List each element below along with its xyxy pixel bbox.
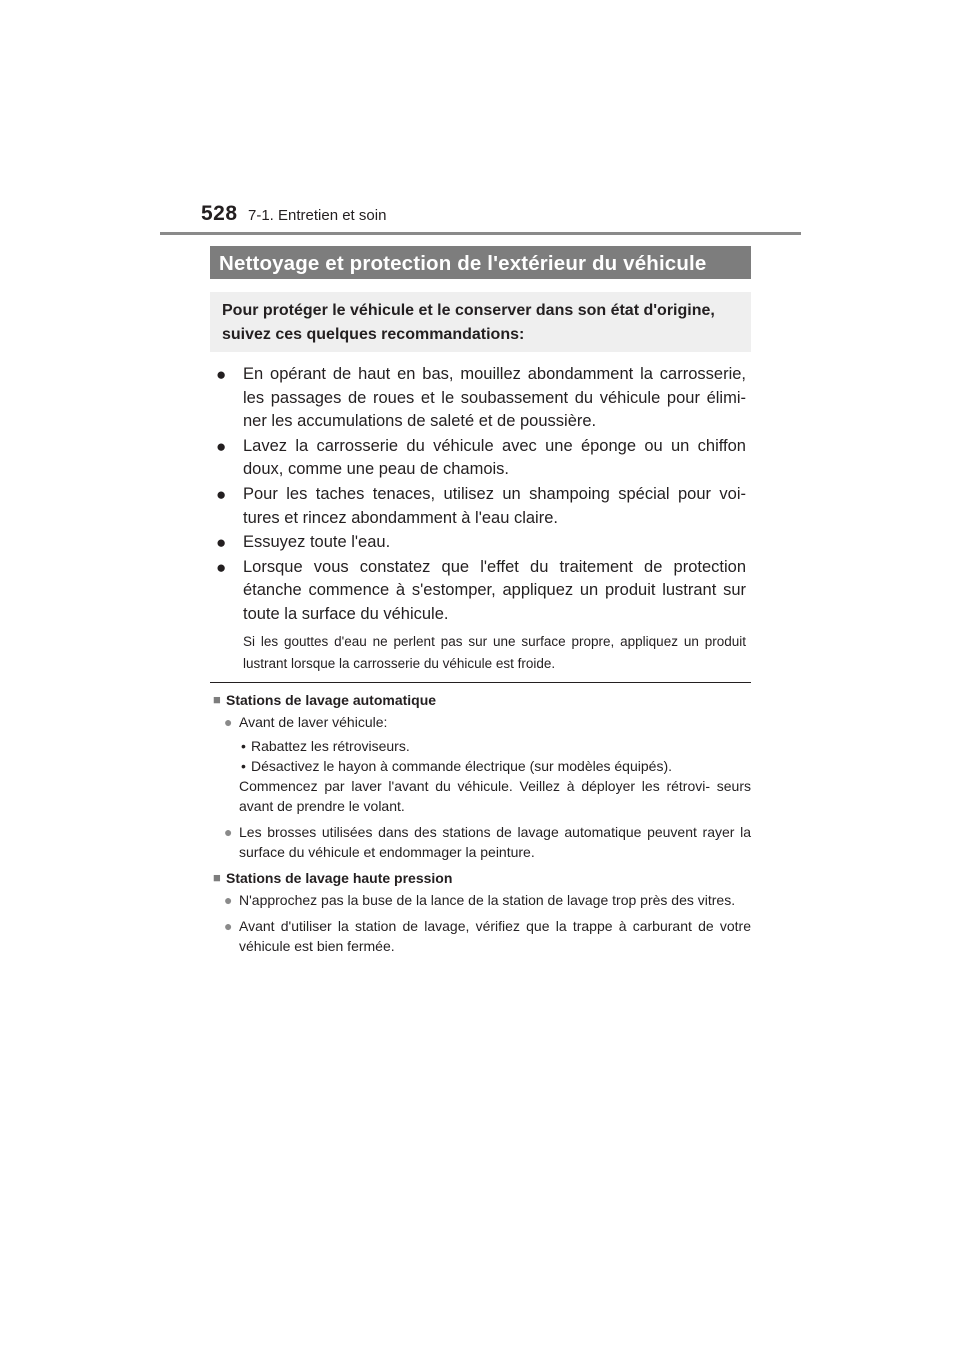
list-item: ● Lorsque vous constatez que l'effet du traitement de protection étanche commence à s'estomper, appliquez un produit lustrant sur toute la surface du véhicule. bbox=[216, 557, 746, 623]
dot-icon: • bbox=[241, 738, 246, 754]
notes-section bbox=[213, 690, 751, 962]
section-divider bbox=[210, 682, 751, 683]
bullet-icon: ● bbox=[216, 557, 227, 577]
page-number: 528 bbox=[201, 202, 238, 225]
list-item: ● Avant de laver véhicule: bbox=[224, 714, 388, 730]
bullet-icon: ● bbox=[216, 484, 227, 504]
list-item: ● Les brosses utilisées dans des stations de lavage automatique peuvent rayer la surface du véhicule et endommager la peinture. bbox=[224, 824, 751, 860]
bullet-icon: ● bbox=[224, 714, 233, 730]
pressure-heading: ■ Stations de lavage haute pression bbox=[213, 870, 453, 886]
list-item: ● En opérant de haut en bas, mouillez abondamment la carrosserie, les passages de roues et le soubassement du véhicule pour élimi- ner les accumulations de saleté et de poussière. bbox=[216, 365, 746, 431]
intro-box: Pour protéger le véhicule et le conserver dans son état d'origine, suivez ces quelques recommandations: bbox=[210, 292, 751, 352]
header-divider bbox=[160, 232, 801, 235]
bullet-icon: ● bbox=[216, 533, 227, 553]
list-item: ● N'approchez pas la buse de la lance de la station de lavage trop près des vitres. bbox=[224, 892, 736, 908]
bullet-icon: ● bbox=[224, 918, 233, 934]
bullet-icon: ● bbox=[224, 892, 233, 908]
bullet-icon: ● bbox=[224, 824, 233, 840]
sub-note: Commencez par laver l'avant du véhicule. Veillez à déployer les rétrovi- seurs avant de prendre le volant. bbox=[239, 778, 751, 814]
bullet-icon: ● bbox=[216, 436, 227, 456]
note-text: Si les gouttes d'eau ne perlent pas sur une surface propre, appliquez un produit lustrant lorsque la carrosserie du véhicule est froide. bbox=[243, 633, 746, 671]
dot-icon: • bbox=[241, 758, 246, 774]
section-label: 7-1. Entretien et soin bbox=[248, 207, 387, 224]
list-item: • Rabattez les rétroviseurs. bbox=[241, 738, 410, 754]
list-item: ● Pour les taches tenaces, utilisez un shampoing spécial pour voi- tures et rincez abondamment à l'eau claire. bbox=[216, 484, 746, 527]
square-icon: ■ bbox=[213, 692, 221, 707]
square-icon: ■ bbox=[213, 870, 221, 885]
list-item: ● Lavez la carrosserie du véhicule avec une éponge ou un chiffon doux, comme une peau de chamois. bbox=[216, 436, 746, 479]
bullet-list bbox=[216, 363, 746, 675]
sub-list bbox=[213, 736, 751, 776]
list-item: • Désactivez le hayon à commande électrique (sur modèles équipés). bbox=[241, 758, 672, 774]
automatic-heading: ■ Stations de lavage automatique bbox=[213, 692, 437, 708]
bullet-icon: ● bbox=[216, 365, 227, 384]
list-item: ● Avant d'utiliser la station de lavage, vérifiez que la trappe à carburant de votre véhicule est bien fermée. bbox=[224, 918, 751, 954]
page-title: Nettoyage et protection de l'extérieur du véhicule bbox=[210, 246, 751, 279]
list-item: ● Essuyez toute l'eau. bbox=[216, 531, 746, 555]
